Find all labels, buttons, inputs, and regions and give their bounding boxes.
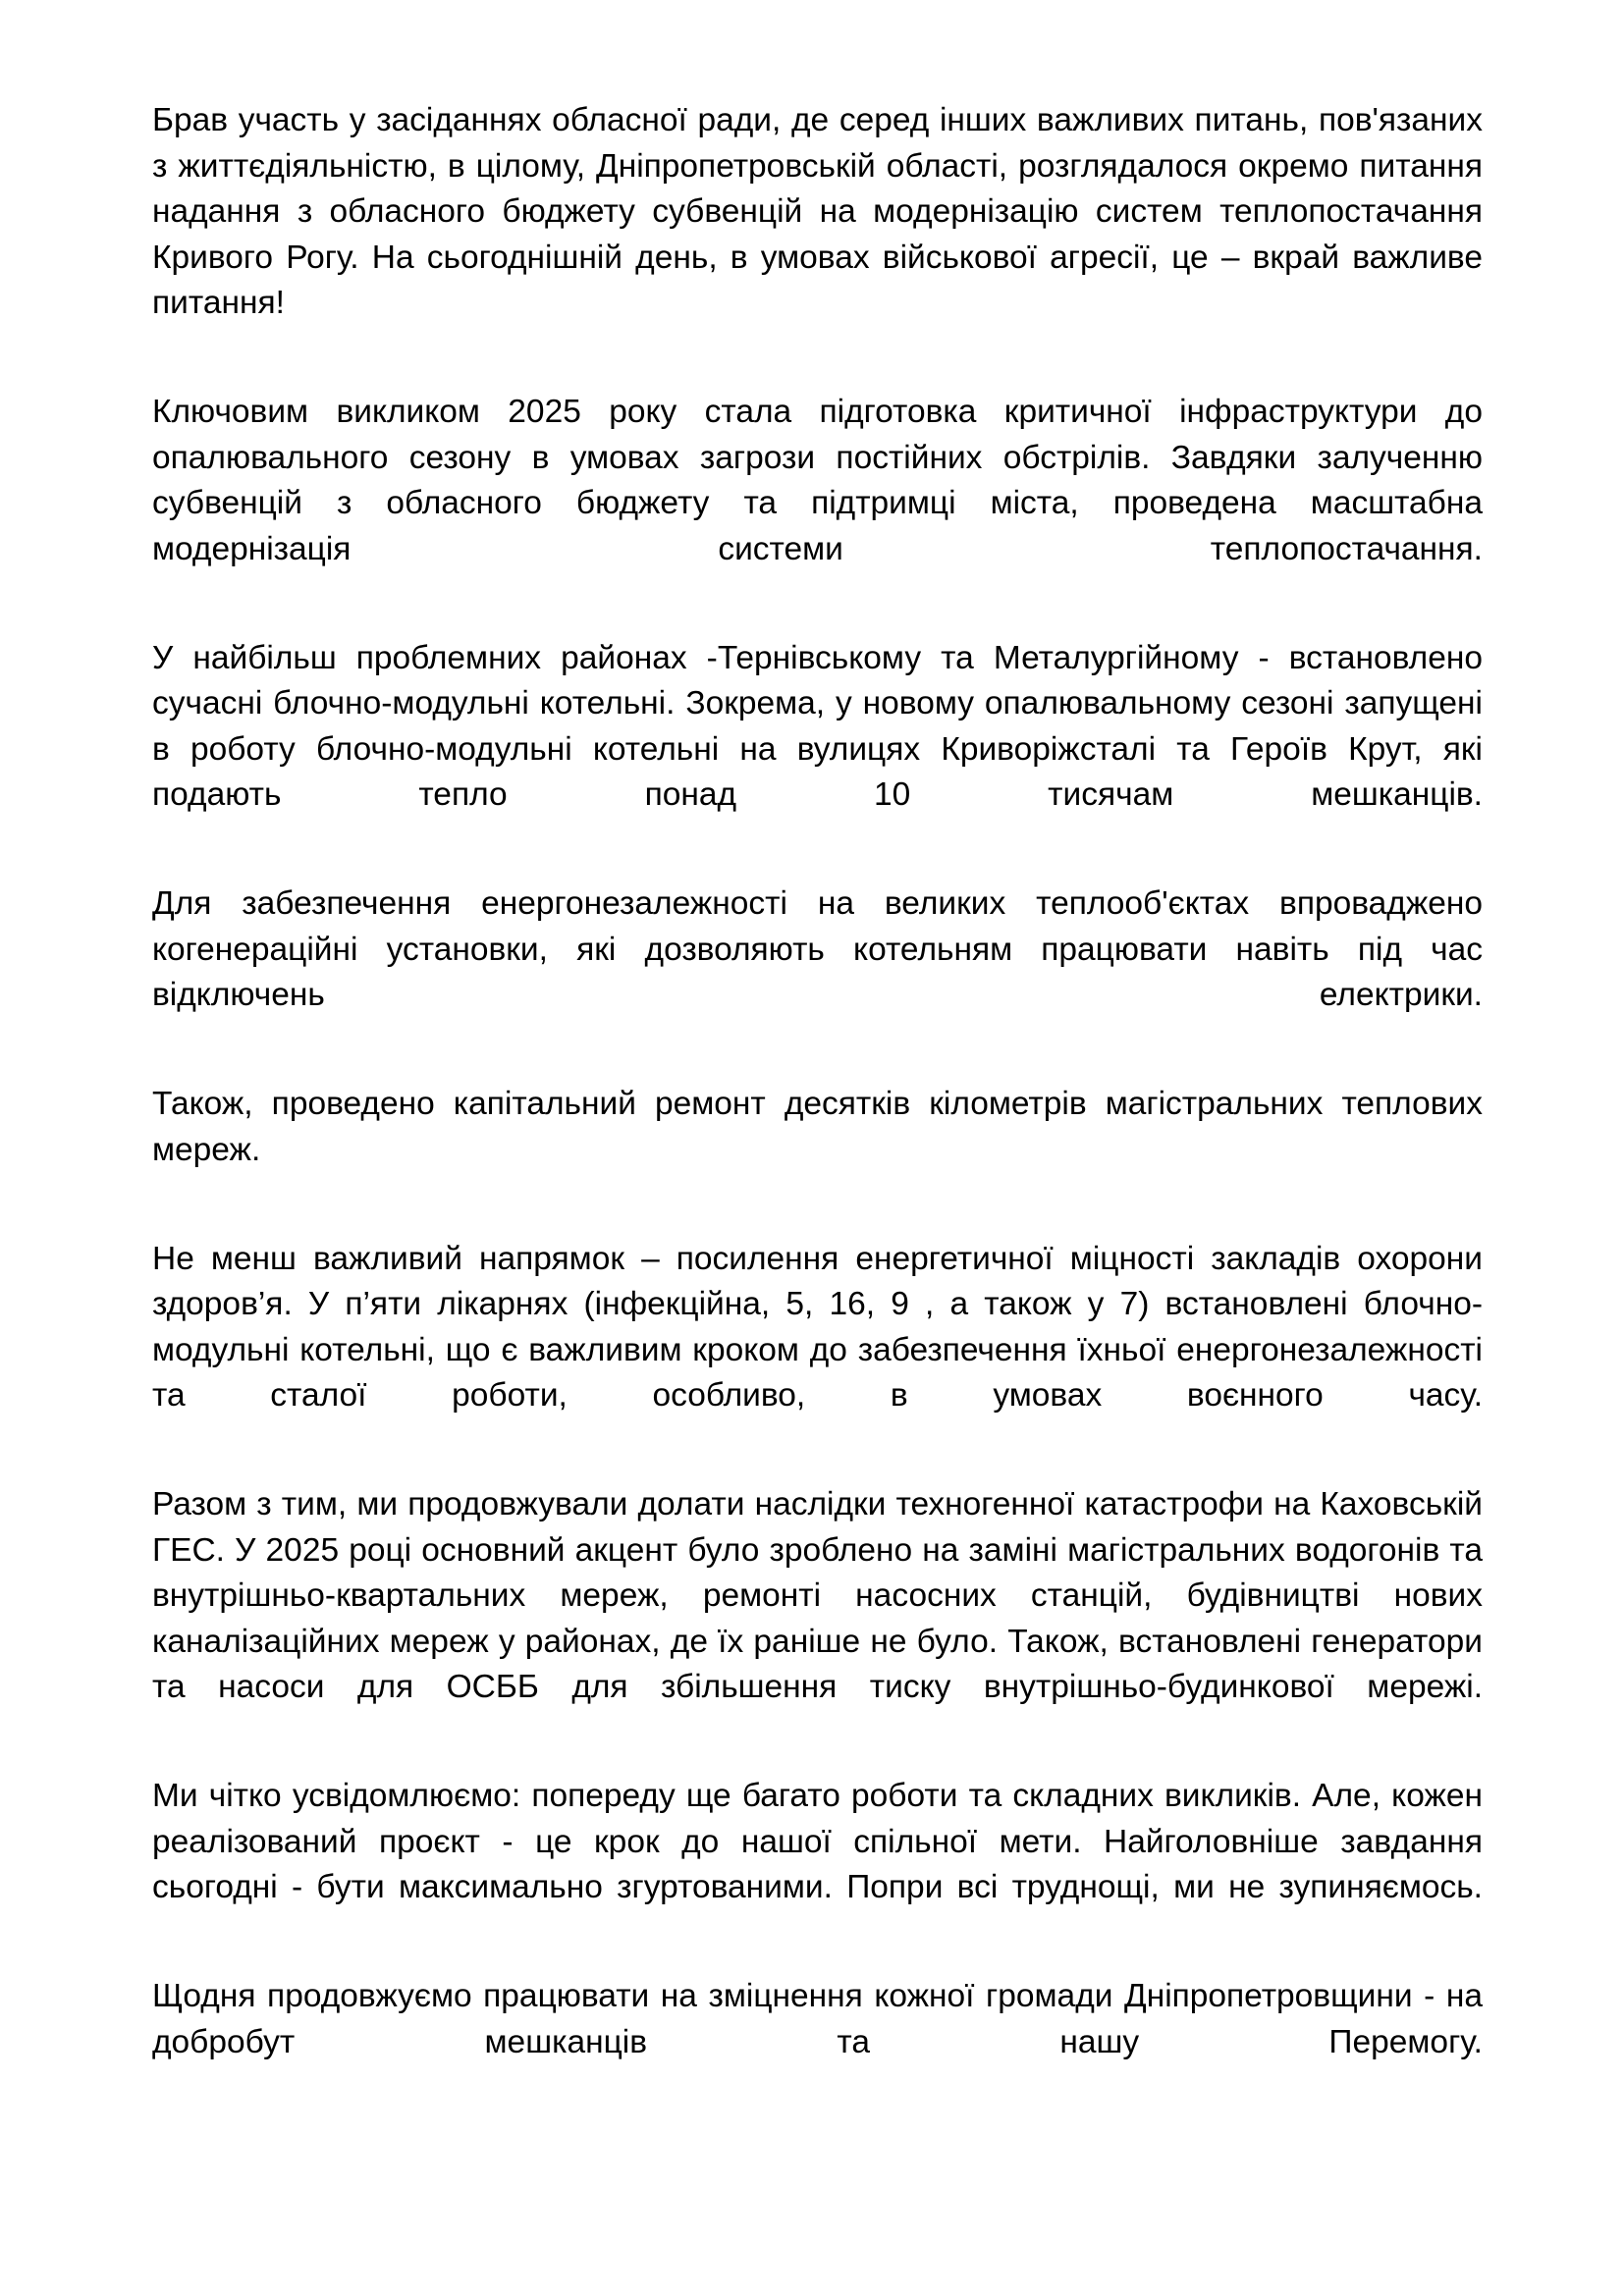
paragraph-7: Разом з тим, ми продовжували долати наслідки техногенної катастрофи на Каховській ГЕС. У 2025 році основний акцент було зроблено на заміні магістральних водогонів та внутрішньо-квартальних мереж, ремонті насосних станцій, будівництві нових каналізаційних мереж у районах, де їх раніше не було. Також, встановлені генератори та насоси для ОСББ для збільшення тиску внутрішньо-будинкової мережі. — [152, 1486, 1483, 1705]
document-body — [152, 98, 1483, 2111]
paragraph-3: У найбільш проблемних районах -Тернівському та Металургійному - встановлено сучасні блочно-модульні котельні. Зокрема, у новому опалювальному сезоні запущені в роботу блочно-модульні котельні на вулицях Криворіжсталі та Героїв Крут, які подають тепло понад 10 тисячам мешканців. — [152, 639, 1483, 813]
paragraph-8: Ми чітко усвідомлюємо: попереду ще багато роботи та складних викликів. Але, кожен реалізований проєкт - це крок до нашої спільної мети. Найголовніше завдання сьогодні - бути максимально згуртованими. Попри всі труднощі, ми не зупиняємось. — [152, 1778, 1483, 1905]
paragraph-4: Для забезпечення енергонезалежності на великих теплооб'єктах впроваджено когенераційні установки, які дозволяють котельням працювати навіть під час відключень електрики. — [152, 885, 1483, 1013]
paragraph-9: Щодня продовжуємо працювати на зміцнення кожної громади Дніпропетровщини - на добробут мешканців та нашу Перемогу. — [152, 1978, 1483, 2060]
paragraph-5: Також, проведено капітальний ремонт десятків кілометрів магістральних теплових мереж. — [152, 1086, 1483, 1168]
paragraph-6: Не менш важливий напрямок – посилення енергетичної міцності закладів охорони здоров’я. У п’яти лікарнях (інфекційна, 5, 16, 9 , а також у 7) встановлені блочно-модульні котельні, що є важливим кроком до забезпечення їхньої енергонезалежності та сталої роботи, особливо, в умовах воєнного часу. — [152, 1240, 1483, 1414]
paragraph-2: Ключовим викликом 2025 року стала підготовка критичної інфраструктури до опалювального сезону в умовах загрози постійних обстрілів. Завдяки залученню субвенцій з обласного бюджету та підтримці міста, проведена масштабна модернізація системи теплопостачання. — [152, 394, 1483, 567]
paragraph-1: Брав участь у засіданнях обласної ради, де серед інших важливих питань, пов'язаних з життєдіяльністю, в цілому, Дніпропетровській області, розглядалося окремо питання надання з обласного бюджету субвенцій на модернізацію систем теплопостачання Кривого Рогу. На сьогоднішній день, в умовах військової агресії, це – вкрай важливе питання! — [152, 102, 1483, 321]
